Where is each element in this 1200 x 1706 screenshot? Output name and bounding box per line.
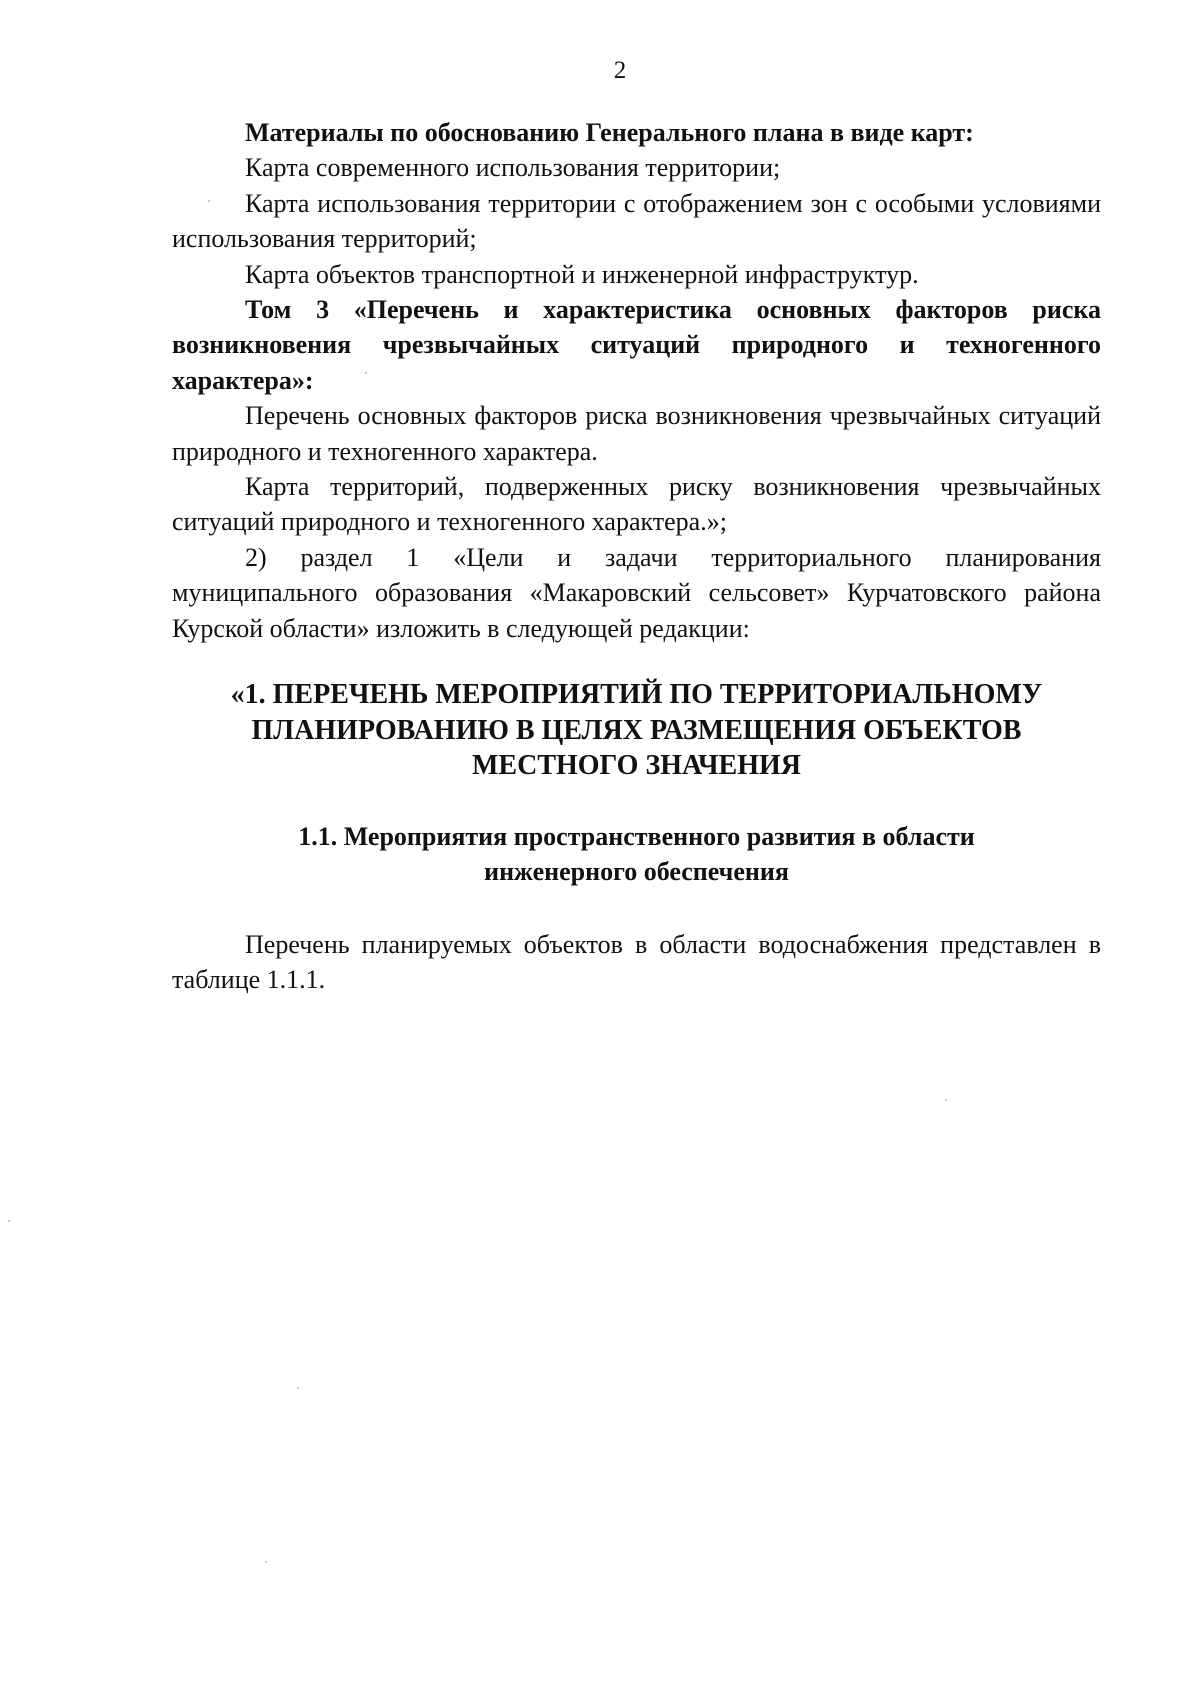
- amendment-paragraph: 2) раздел 1 «Цели и задачи территориального планирования муниципального образования «Макаровский сельсовет» Курчатовского района Курской области» изложить в следующей редакции:: [172, 542, 1101, 643]
- volume3-item-1: Перечень основных факторов риска возникновения чрезвычайных ситуаций природного и техногенного характера.: [172, 401, 1101, 466]
- scan-speck: [265, 1561, 267, 1563]
- section-title: [172, 677, 1101, 784]
- maps-item-1: Карта современного использования территории;: [245, 153, 781, 183]
- maps-item-3: Карта объектов транспортной и инженерной инфраструктур.: [245, 259, 919, 289]
- subsection-title-line-2: инженерного обеспечения: [484, 857, 789, 887]
- volume3-title: Том 3 «Перечень и характеристика основных факторов риска возникновения чрезвычайных ситуаций природного и техногенного характера»:: [172, 295, 1101, 395]
- closing-paragraph: Перечень планируемых объектов в области водоснабжения представлен в таблице 1.1.1.: [172, 929, 1101, 994]
- page-number: 2: [613, 57, 627, 84]
- subsection-title: [172, 819, 1101, 890]
- scan-speck: [208, 200, 210, 202]
- scan-speck: [945, 1099, 947, 1101]
- volume3-item-2: Карта территорий, подверженных риску возникновения чрезвычайных ситуаций природного и техногенного характера.»;: [172, 472, 1101, 537]
- section-title-line-3: МЕСТНОГО ЗНАЧЕНИЯ: [472, 750, 801, 782]
- subsection-title-line-1: 1.1. Мероприятия пространственного развития в области: [298, 821, 975, 851]
- section-title-line-2: ПЛАНИРОВАНИЮ В ЦЕЛЯХ РАЗМЕЩЕНИЯ ОБЪЕКТОВ: [251, 714, 1022, 746]
- maps-item-2: Карта использования территории с отображением зон с особыми условиями использования территорий;: [172, 188, 1101, 254]
- scan-speck: [365, 372, 367, 374]
- section-title-line-1: «1. ПЕРЕЧЕНЬ МЕРОПРИЯТИЙ ПО ТЕРРИТОРИАЛЬНОМУ: [230, 679, 1043, 711]
- maps-heading: Материалы по обоснованию Генерального плана в виде карт:: [245, 118, 974, 147]
- scan-speck: [297, 1387, 299, 1389]
- scan-speck: [8, 1220, 10, 1222]
- document-body: [172, 115, 1101, 997]
